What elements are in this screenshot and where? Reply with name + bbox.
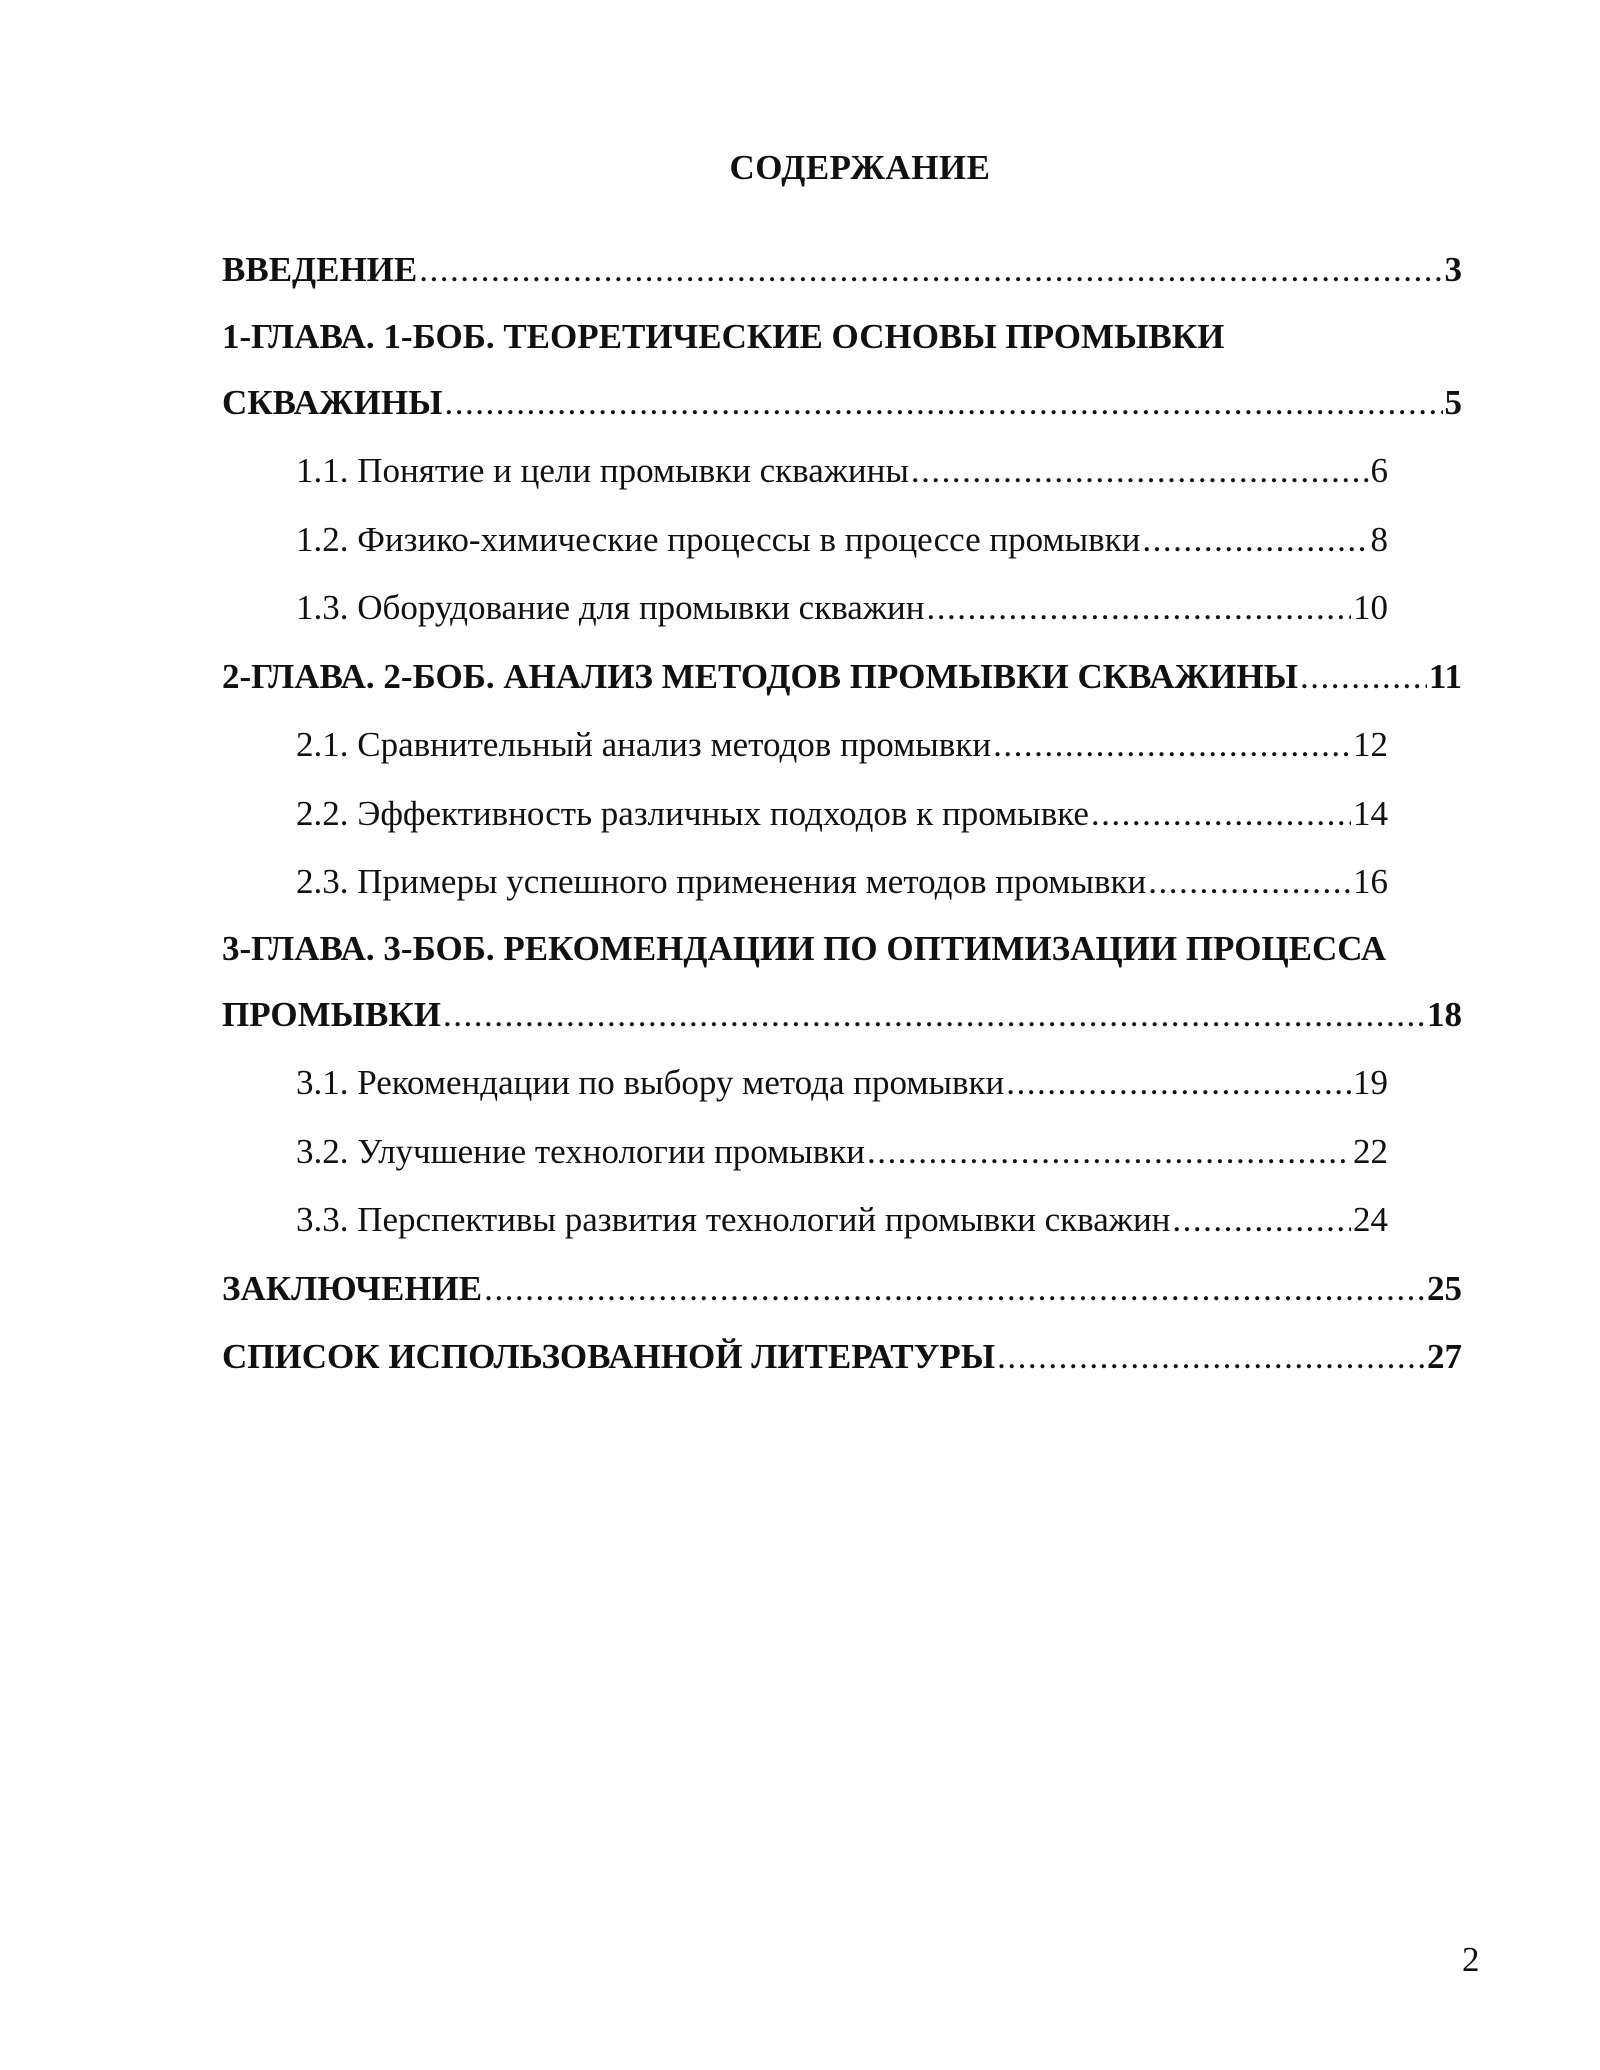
page-number: 2 (1462, 1940, 1480, 1979)
toc-entry-page: 5 (1444, 382, 1462, 422)
dot-leader (1142, 506, 1368, 575)
toc-entry-page: 27 (1427, 1337, 1462, 1376)
toc-entry-section-2-1[interactable] (222, 711, 1388, 780)
toc-entry-section-3-3[interactable] (222, 1186, 1388, 1255)
toc-entry-section-3-2[interactable] (222, 1118, 1388, 1187)
dot-leader (993, 711, 1351, 780)
toc-entry-page: 22 (1353, 1131, 1388, 1171)
toc-entry-page: 14 (1353, 793, 1388, 833)
toc-entry-references[interactable] (222, 1323, 1462, 1392)
toc-entry-label: 3.2. Улучшение технологии промывки (296, 1131, 866, 1171)
toc-entry-page: 24 (1353, 1200, 1388, 1239)
toc-entry-page: 16 (1353, 862, 1388, 901)
toc-entry-label: 2.3. Примеры успешного применения методов промывки (296, 862, 1147, 901)
dot-leader (419, 236, 1442, 305)
dot-leader (1006, 1049, 1351, 1118)
dot-leader (1091, 780, 1351, 849)
dot-leader (926, 574, 1351, 643)
toc-entry-page: 18 (1427, 994, 1462, 1034)
table-of-contents (222, 236, 1462, 1392)
toc-entry-section-2-2[interactable] (222, 780, 1388, 849)
toc-entry-chapter-2[interactable] (222, 643, 1462, 712)
toc-entry-label: 1.3. Оборудование для промывки скважин (296, 588, 925, 627)
page-title: СОДЕРЖАНИЕ (729, 148, 991, 187)
dot-leader (1148, 848, 1351, 917)
toc-entry-chapter-3[interactable] (222, 981, 1462, 1050)
toc-entry-chapter-1-heading[interactable] (222, 305, 1462, 369)
toc-entry-label: 2.1. Сравнительный анализ методов промывки (296, 725, 992, 764)
toc-entry-label: 2-ГЛАВА. 2-БОБ. АНАЛИЗ МЕТОДОВ ПРОМЫВКИ СКВАЖИНЫ (222, 656, 1298, 696)
toc-entry-label: 1-ГЛАВА. 1-БОБ. ТЕОРЕТИЧЕСКИЕ ОСНОВЫ ПРОМЫВКИ (222, 316, 1225, 356)
dot-leader (911, 437, 1369, 506)
toc-entry-page: 6 (1370, 451, 1388, 490)
toc-entry-label: СКВАЖИНЫ (222, 382, 443, 422)
toc-entry-label: 3.3. Перспективы развития технологий промывки скважин (296, 1200, 1171, 1239)
toc-entry-section-3-1[interactable] (222, 1049, 1388, 1118)
toc-entry-page: 8 (1370, 519, 1388, 559)
toc-entry-label: ВВЕДЕНИЕ (222, 250, 418, 289)
dot-leader (445, 369, 1443, 438)
toc-entry-label: 1.2. Физико-химические процессы в процессе промывки (296, 519, 1141, 559)
dot-leader (867, 1118, 1351, 1187)
toc-entry-section-2-3[interactable] (222, 848, 1388, 917)
dot-leader (443, 981, 1425, 1050)
toc-entry-introduction[interactable] (222, 236, 1462, 305)
dot-leader (484, 1255, 1425, 1324)
toc-entry-page: 19 (1353, 1063, 1388, 1102)
toc-entry-label: 3.1. Рекомендации по выбору метода промывки (296, 1063, 1005, 1102)
toc-entry-chapter-3-heading[interactable] (222, 917, 1462, 981)
toc-entry-label: 2.2. Эффективность различных подходов к промывке (296, 793, 1089, 833)
toc-entry-chapter-1[interactable] (222, 369, 1462, 438)
toc-entry-label: 3-ГЛАВА. 3-БОБ. РЕКОМЕНДАЦИИ ПО ОПТИМИЗАЦИИ ПРОЦЕССА (222, 928, 1387, 968)
toc-entry-page: 3 (1444, 250, 1462, 289)
toc-entry-label: ЗАКЛЮЧЕНИЕ (222, 1268, 483, 1308)
dot-leader (1300, 643, 1427, 712)
toc-entry-page: 10 (1353, 588, 1388, 627)
toc-entry-label: 1.1. Понятие и цели промывки скважины (296, 451, 909, 490)
toc-entry-page: 11 (1428, 656, 1462, 696)
toc-entry-page: 25 (1427, 1268, 1462, 1308)
dot-leader (997, 1323, 1425, 1392)
toc-entry-section-1-1[interactable] (222, 437, 1388, 506)
toc-entry-section-1-2[interactable] (222, 506, 1388, 575)
toc-entry-label: ПРОМЫВКИ (222, 994, 441, 1034)
toc-entry-section-1-3[interactable] (222, 574, 1388, 643)
toc-entry-page: 12 (1353, 725, 1388, 764)
toc-entry-label: СПИСОК ИСПОЛЬЗОВАННОЙ ЛИТЕРАТУРЫ (222, 1337, 996, 1376)
toc-entry-conclusion[interactable] (222, 1255, 1462, 1324)
dot-leader (1172, 1186, 1351, 1255)
